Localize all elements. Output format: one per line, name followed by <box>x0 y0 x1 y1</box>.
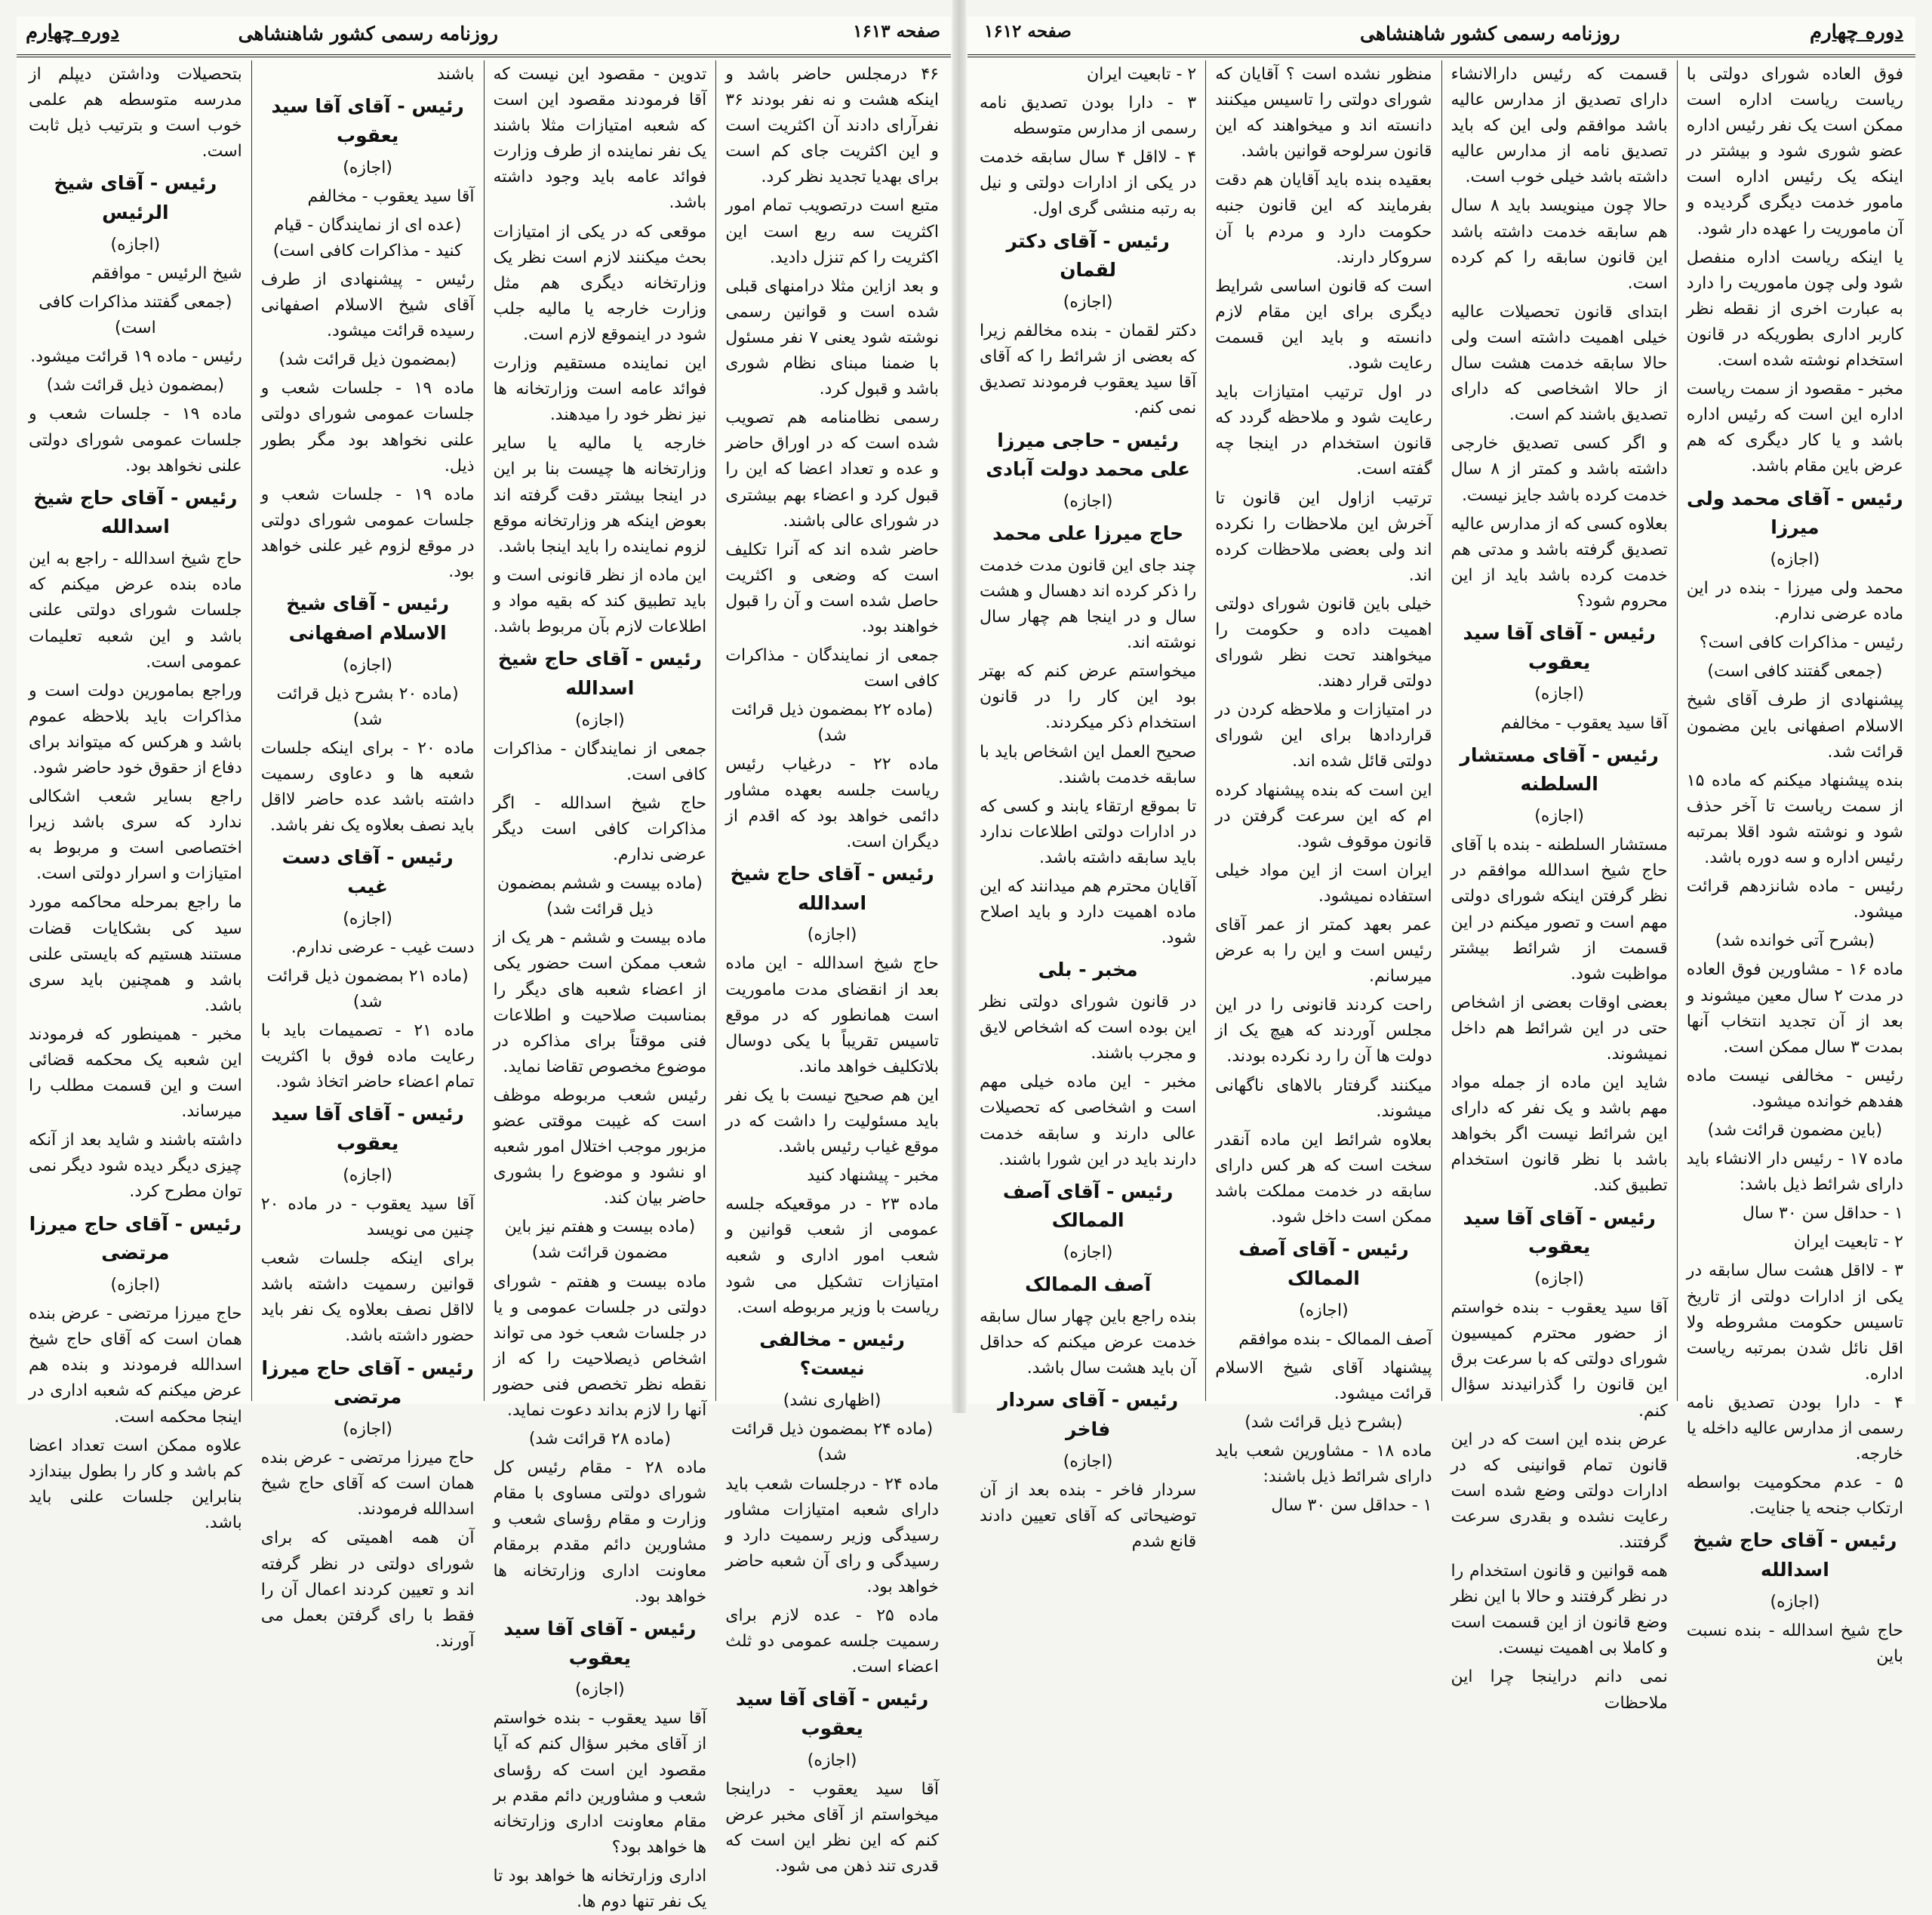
newspaper-title: روزنامه رسمی کشور شاهنشاهی <box>238 23 498 45</box>
paragraph: بعلاوه کسی که از مدارس عالیه تصدیق گرفته باشد و مدتی هم خدمت کرده باشد باید از این محروم شود؟ <box>1451 514 1668 611</box>
paragraph: (بمضمون ذیل قرائت شد) <box>46 376 225 396</box>
paragraph: ماده بیست و هفتم - شورای دولتی در جلسات عمومی و یا در جلسات شعب خود می تواند اشخاص ذیصلاحیت را که از نقطه نظر تخصص فنی حضور آنها را لازم بداند دعوت نماید. <box>493 1272 707 1420</box>
edition-label: دوره چهارم <box>26 21 119 44</box>
paragraph: است که قانون اساسی شرایط دیگری برای این مقام لازم دانسته و باید این قسمت رعایت شود. <box>1215 276 1432 374</box>
paragraph: آقا سید یعقوب - مخالفم <box>307 186 475 206</box>
paragraph: ماده ۱۶ - مشاورین فوق العاده در مدت ۲ سال معین میشوند و بعد از آن تجدید انتخاب آنها بمدت ۳ سال ممکن است. <box>1686 960 1904 1057</box>
paragraph: عمر بعهد کمتر از عمر آقای رئیس است و این را به عرض میرسانم. <box>1215 916 1432 987</box>
paragraph: ۲ - تابعیت ایران <box>1793 1233 1903 1252</box>
paragraph: (ماده بیست و هفتم نیز باین مضمون قرائت شد) <box>504 1218 696 1263</box>
paragraph: عرض بنده این است که در این قانون تمام قوانینی که در ادارات دولتی وضع شده است رعایت نشده و بقدری سرعت گرفتند. <box>1451 1430 1668 1552</box>
paragraph: داشته باشند و شاید بعد از آنکه چیزی دیگر دیده شود دیگر نمی توان مطرح کرد. <box>29 1131 242 1202</box>
speaker-line: رئیس - آقای دست غیب <box>281 846 454 897</box>
speaker-line: رئیس - آقای حاج میرزا مرتضی <box>29 1212 242 1264</box>
paragraph: میخواستم عرض کنم که بهتر بود این کار را در قانون استخدام ذکر میکردند. <box>980 662 1197 733</box>
paragraph: محمد ولی میرزا - بنده در این ماده عرضی ندارم. <box>1686 579 1903 624</box>
paragraph: شاید این ماده از جمله مواد مهم باشد و یک نفر که دارای این شرائط نیست اگر بخواهد باشد با نظر قانون استخدام تطبیق کند. <box>1451 1073 1668 1196</box>
speaker-line: مخبر - بلی <box>1038 959 1138 981</box>
paragraph: راحت کردند قانونی را در این مجلس آوردند که هیچ یک از دولت ها آن را رد نکرده بودند. <box>1215 996 1432 1067</box>
paragraph: مخبر - پیشنهاد کنید <box>807 1166 939 1186</box>
paragraph: رئیس شعب مربوطه موظف است که غیبت موقتی عضو مزبور موجب اختلال امور شعبه او نشود و موضوع را بشوری حاضر بیان کند. <box>493 1085 707 1208</box>
paragraph: (اجازه) <box>343 655 392 675</box>
paragraph: (اجازه) <box>1063 1243 1113 1263</box>
paragraph: (اجازه) <box>1063 1452 1113 1471</box>
paragraph: رئیس - پیشنهادی از طرف آقای شیخ الاسلام اصفهانی رسیده قرائت میشود. <box>260 269 475 341</box>
paragraph: موقعی که در یکی از امتیازات بحث میکنند لازم است نظر یک وزارتخانه دیگری هم مثل وزارت خارجه یا مالیه جلب شود در اینموقع لازم است. <box>493 222 707 344</box>
paragraph: (اجازه) <box>807 925 857 945</box>
speaker-line: رئیس - آقای مستشار السلطنه <box>1460 744 1659 796</box>
paragraph: ماده ۱۹ - جلسات شعب و جلسات عمومی شورای دولتی علنی نخواهد بود مگر بطور ذیل. <box>260 379 475 476</box>
paragraph: (اجازه) <box>343 158 392 177</box>
paragraph: بتحصیلات وداشتن دیپلم از مدرسه متوسطه هم علمی خوب است و بترتیب ذیل ثابت است. <box>29 65 242 162</box>
paragraph: متبع است درتصویب تمام امور اکثریت سه ربع است این اکثریت را کم تنزل دادید. <box>725 196 939 267</box>
paragraph: ۳ - دارا بودن تصدیق نامه رسمی از مدارس متوسطه <box>980 94 1197 139</box>
paragraph: این نماینده مستقیم وزارت فوائد عامه است وزارتخانه ها نیز نظر خود را میدهند. <box>493 354 707 425</box>
paragraph: (اجازه) <box>575 710 625 730</box>
speaker-line: رئیس - آقای آقا سید یعقوب <box>503 1617 697 1669</box>
paragraph: رئیس - ماده شانزدهم قرائت میشود. <box>1686 877 1903 922</box>
paragraph: این است که بنده پیشنهاد کرده ام که این سرعت گرفتن در قانون موقوف شود. <box>1215 780 1432 851</box>
paragraph: (اجازه) <box>343 1420 392 1439</box>
paragraph: ۵ - عدم محکومیت بواسطه ارتکاب جنحه یا جنایت. <box>1686 1473 1903 1519</box>
paragraph: ۴ - دارا بودن تصدیق نامه رسمی از مدارس عالیه داخله یا خارجه. <box>1686 1393 1903 1464</box>
paragraph: مستشار السلطنه - بنده با آقای حاج شیخ اسدالله موافقم در نظر گرفتن اینکه شورای دولتی مهم است و تصور میکنم در این قسمت از شرائط بیشتر مواظبت شود. <box>1451 836 1668 984</box>
paragraph: وراجع بمامورین دولت است و مذاکرات باید بلاحظه عموم باشد و هرکس که میتواند برای دفاع از حقوق خود حاضر شود. <box>29 681 242 777</box>
paragraph: جمعی از نمایندگان - مذاکرات کافی است <box>725 646 939 691</box>
paragraph: شیخ الرئیس - موافقم <box>91 263 242 283</box>
paragraph: چند جای این قانون مدت خدمت را ذکر کرده اند دهسال و هشت سال و در اینجا هم چهار سال نوشته اند. <box>980 556 1197 653</box>
paragraph: حاج شیخ اسدالله - بنده نسبت باین <box>1686 1621 1903 1667</box>
speaker-line: رئیس - آقای آقا سید یعقوب <box>735 1688 929 1739</box>
paragraph: ۱ - حداقل سن ۳۰ سال <box>1742 1204 1903 1224</box>
paragraph: حاضر شده اند که آنرا تکلیف است که وضعی و اکثریت حاصل شده است و آن را قبول خواهند بود. <box>725 540 939 636</box>
paragraph: آقا سید یعقوب - مخالفم <box>1500 713 1668 733</box>
page-header-left <box>17 17 951 57</box>
paragraph: خارجه یا مالیه یا سایر وزارتخانه ها چیست بنا بر این در اینجا بیشتر دقت گرفته اند بعوض اینکه هر وزارتخانه موقع لزوم نماینده را باید اینجا باشد. <box>493 434 707 556</box>
speaker-line: رئیس - آقای آقا سید یعقوب <box>1463 621 1656 673</box>
speaker-line: رئیس - آقای شیخ الاسلام اصفهانی <box>286 593 450 644</box>
paragraph: پیشنهادی از طرف آقای شیخ الاسلام اصفهانی باین مضمون قرائت شد. <box>1686 691 1903 762</box>
paragraph: ۱ - حداقل سن ۳۰ سال <box>1271 1496 1432 1516</box>
paragraph: (اظهاری نشد) <box>783 1391 881 1411</box>
paragraph: بعقیده بنده باید آقایان هم دقت بفرمایند که این قانون جنبه حکومت دارد و مردم با آن سروکار دارند. <box>1215 171 1432 267</box>
paragraph: حاج میرزا مرتضی - عرض بنده همان است که آقای حاج شیخ اسدالله فرمودند. <box>260 1449 475 1519</box>
paragraph: (ماده ۲۸ قرائت شد) <box>528 1430 671 1449</box>
paragraph: آقا سید یعقوب - بنده خواستم از حضور محترم کمیسیون شورای دولتی که با سرعت برق این قانون را گذرانیدند سؤال کنم. <box>1451 1298 1668 1421</box>
paragraph: ماده ۱۹ - جلسات شعب و جلسات عمومی شورای دولتی علنی نخواهد بود. <box>29 405 242 476</box>
page-number: صفحه ۱۶۱۲ <box>984 21 1072 42</box>
paragraph: ۴۶ درمجلس حاضر باشد و اینکه هشت و نه نفر بودند ۳۶ نفرآرای دادند آن اکثریت است و این اکثریت جای کم است برای بهدیا تجدید نظر کرد. <box>725 65 939 187</box>
paragraph: ماده ۲۱ - تصمیمات باید با رعایت ماده فوق با اکثریت تمام اعضاء حاضر اتخاذ شود. <box>260 1021 475 1092</box>
speaker-line: رئیس - حاجی میرزا علی محمد دولت آبادی <box>986 429 1190 481</box>
paragraph: ماده ۱۹ - جلسات شعب و جلسات عمومی شورای دولتی در موقع لزوم غیر علنی خواهد بود. <box>260 485 475 581</box>
paragraph: (باین مضمون قرائت شد) <box>1707 1120 1883 1140</box>
columns-left <box>20 60 948 1911</box>
paragraph: ماده ۲۴ - درجلسات شعب باید دارای شعبه امتیازات مشاور رسیدگی وزیر رسمیت دارد و رسیدگی و رای آن شعبه حاضر خواهد بود. <box>725 1474 939 1596</box>
paragraph: (ماده ۲۴ بمضمون ذیل قرائت شد) <box>731 1420 934 1465</box>
page-header-right <box>968 17 1915 57</box>
paragraph: بنده پیشنهاد میکنم که ماده ۱۵ از سمت ریاست تا آخر حذف شود و نوشته شود اقلا بمرتبه رئیس اداره و سه دوره باشد. <box>1686 771 1903 868</box>
paragraph: (اجازه) <box>110 1276 161 1295</box>
paragraph: همه قوانین و قانون استخدام را در نظر گرفتند و حالا با این نظر وضع قانون از این قسمت است و کاملا بی اهمیت نیست. <box>1451 1562 1668 1658</box>
paragraph: در قانون شورای دولتی نظر این بوده است که اشخاص لایق و مجرب باشند. <box>980 993 1197 1064</box>
paragraph: آصف الممالک - بنده موافقم <box>1238 1329 1432 1349</box>
speaker-line: رئیس - آقای دکتر لقمان <box>1006 229 1170 282</box>
paragraph: حاج شیخ اسدالله - این ماده بعد از انقضای مدت ماموریت است همانطور که در موقع تاسیس تقریباً با یکی دوسال بلاتکلیف خواهد ماند. <box>725 954 939 1076</box>
paragraph: ابتدای قانون تحصیلات عالیه خیلی اهمیت داشته است ولی حالا سابقه خدمت هشت سال از حالا اشخاصی که دارای تصدیق باشند کم است. <box>1451 302 1668 425</box>
speaker-line: رئیس - آقای حاج میرزا مرتضی <box>261 1356 474 1409</box>
paragraph: این هم صحیح نیست با یک نفر باید مسئولیت را داشت که در موقع غیاب رئیس باشد. <box>725 1085 939 1157</box>
paragraph: ایران است از این مواد خیلی استفاده نمیشود. <box>1215 861 1432 906</box>
paragraph: مخبر - همینطور که فرمودند این شعبه یک محکمه قضائی است و این قسمت مطلب را میرساند. <box>29 1024 242 1122</box>
paragraph: ماده ۲۳ - در موقعیکه جلسه عمومی از شعب قوانین و شعب امور اداری و شعبه امتیازات تشکیل می شود ریاست با وزیر مربوطه است. <box>725 1195 940 1317</box>
paragraph: دست غیب - عرضی ندارم. <box>291 937 475 957</box>
paragraph: ماده ۲۰ - برای اینکه جلسات شعبه ها و دعاوی رسمیت داشته باشد عده حاضر لااقل باید نصف بعلاوه یک نفر باشد. <box>260 738 475 836</box>
paragraph: منظور نشده است ؟ آقایان که شورای دولتی را تاسیس میکنند دانسته اند و میخواهند که این قانون سرلوحه قوانین باشد. <box>1215 65 1432 162</box>
paragraph: دکتر لقمان - بنده مخالفم زیرا که بعضی از شرائط را که آقای آقا سید یعقوب فرمودند تصدیق نمی کنم. <box>980 322 1197 418</box>
paragraph: حاج شیخ اسدالله - اگر مذاکرات کافی است دیگر عرضی ندارم. <box>493 793 707 865</box>
text-column <box>484 60 716 1911</box>
paragraph: (جمعی گفتند کافی است) <box>1707 662 1883 682</box>
paragraph: آقا سید یعقوب - دراینجا میخواستم از آقای مخبر عرض کنم که این نظر این است که قدری تند ذهن می شود. <box>725 1779 939 1877</box>
paragraph: میکنند گرفتار بالاهای ناگهانی میشوند. <box>1215 1076 1432 1121</box>
paragraph: ماده ۱۸ - مشاورین شعب باید دارای شرائط ذیل باشند: <box>1215 1442 1432 1487</box>
paragraph: یا اینکه ریاست اداره منفصل شود ولی چون ماموریت را دارد به عبارت اخری از نقطه نظر کاربر اداری بطوریکه در قانون استخدام نوشته شده است. <box>1686 248 1903 371</box>
paragraph: (ماده بیست و ششم بمضمون ذیل قرائت شد) <box>497 874 703 919</box>
text-column <box>1205 60 1441 1516</box>
paragraph: اداری وزارتخانه ها خواهد بود تا یک نفر تنها دوم ها. <box>493 1866 707 1911</box>
paragraph: قسمت که رئیس دارالانشاء دارای تصدیق از مدارس عالیه باشد موافقم ولی این که باید تصدیق نامه از مدارس عالیه داشته باشد خیلی خوب است. <box>1451 65 1668 187</box>
text-column <box>1441 60 1677 1713</box>
edition-label: دوره چهارم <box>1810 21 1903 44</box>
paragraph: (بشرح ذیل قرائت شد) <box>1244 1413 1403 1432</box>
speaker-line: رئیس - آقای حاج شیخ اسدالله <box>730 862 934 914</box>
text-column <box>1677 60 1912 1667</box>
paragraph: سردار فاخر - بنده بعد از آن توضیحاتی که آقای تعیین دادند قانع شدم <box>980 1480 1197 1552</box>
paragraph: ماده ۲۵ - عده لازم برای رسمیت جلسه عمومی دو ثلث اعضاء است. <box>725 1606 939 1677</box>
paragraph: برای اینکه جلسات شعب قوانین رسمیت داشته باشد لااقل نصف بعلاوه یک نفر باید حضور داشته باشد. <box>260 1249 475 1346</box>
paragraph: (اجازه) <box>1299 1301 1349 1320</box>
speaker-line: رئیس - آقای آصف الممالک <box>1002 1180 1174 1232</box>
paragraph: (اجازه) <box>343 909 392 928</box>
paragraph: مخبر - مقصود از سمت ریاست اداره این است که رئیس اداره باشد و یا کار دیگری که هم عرض باین مقام باشد. <box>1686 380 1903 476</box>
paragraph: (اجازه) <box>575 1680 625 1700</box>
paragraph: آقا سید یعقوب - بنده خواستم از آقای مخبر سؤال کنم که آیا مقصود این است که رؤسای شعب و مشاورین دائم مقدم بر مقام معاونت اداری وزارتخانه ها خواهد بود؟ <box>493 1709 707 1857</box>
paragraph: آقا سید یعقوب - در ماده ۲۰ چنین می نویسد <box>260 1195 475 1240</box>
paragraph: آن همه اهمیتی که برای شورای دولتی در نظر گرفته اند و تعیین کردند اعمال آن را فقط با رای گرفتن بعمل می آورند. <box>260 1529 475 1651</box>
paragraph: رسمی نظامنامه هم تصویب شده است که در اوراق حاضر و عده و تعداد اعضا که این را قبول کرد و اعضاء بهم بیشتری در شورای عالی باشند. <box>725 408 939 531</box>
paragraph: (ماده ۲۱ بمضمون ذیل قرائت شد) <box>266 966 469 1012</box>
page-left <box>17 17 951 1911</box>
paragraph: (اجازه) <box>1534 685 1584 704</box>
paragraph: رئیس - مذاکرات کافی است؟ <box>1699 633 1903 653</box>
paragraph: (اجازه) <box>110 235 161 254</box>
speaker-line: رئیس - آقای شیخ الرئیس <box>54 172 217 224</box>
paragraph: (ماده ۲۰ بشرح ذیل قرائت شد) <box>276 684 459 729</box>
speaker-line: آصف الممالک <box>1025 1273 1152 1296</box>
speaker-line: رئیس - آقای حاج شیخ اسدالله <box>33 486 238 538</box>
paragraph: ما راجع بمرحله محاکمه مورد سید کی بشکایات قضات مستند هستیم که بایستی علنی باشد و همچنین باید سری باشد. <box>29 893 242 1015</box>
paragraph: (بشرح آتی خوانده شد) <box>1715 931 1875 951</box>
paragraph: (ماده ۲۲ بمضمون ذیل قرائت شد) <box>731 700 934 746</box>
page-number: صفحه ۱۶۱۳ <box>853 21 940 42</box>
text-column <box>715 60 948 1877</box>
paragraph: (اجازه) <box>1534 1270 1584 1289</box>
paragraph: رئیس - ماده ۱۹ قرائت میشود. <box>30 347 242 367</box>
paragraph: (اجازه) <box>343 1165 392 1185</box>
speaker-line: رئیس - آقای سردار فاخر <box>998 1389 1179 1441</box>
speaker-line: رئیس - آقای آصف الممالک <box>1238 1238 1409 1289</box>
paragraph: (اجازه) <box>807 1750 857 1770</box>
paragraph: (عده ای از نمایندگان - قیام کنید - مذاکرات کافی است) <box>272 215 463 260</box>
paragraph: این ماده از نظر قانونی است و باید تطبیق کند که بقیه مواد و اطلاعات لازم بآن مربوط باشد. <box>493 565 707 636</box>
paragraph: و بعد ازاین مثلا درامنهای قبلی شده است و قوانین رسمی نوشته شود یعنی ۷ نفر مسئول با ضمنا مبنای نظام شوری باشد و قبول کرد. <box>725 276 939 399</box>
paragraph: ۲ - تابعیت ایران <box>1087 65 1197 84</box>
paragraph: تا بموقع ارتقاء یابند و کسی که در ادارات دولتی اطلاعات ندارد باید سابقه داشته باشد. <box>980 796 1197 867</box>
paragraph: (اجازه) <box>1534 807 1584 827</box>
paragraph: حاج شیخ اسدالله - راجع به این ماده بنده عرض میکنم که جلسات شورای دولتی علنی باشد و این شعبه تعلیمات عمومی است. <box>29 550 242 672</box>
paragraph: ۳ - لااقل هشت سال سابقه در یکی از ادارات دولتی از تاریخ تاسیس حکومت مشروطه ولا اقل نائل شدن بمرتبه ریاست اداره. <box>1686 1261 1903 1384</box>
paragraph: جمعی از نمایندگان - مذاکرات کافی است. <box>493 739 707 784</box>
text-column <box>20 60 251 1532</box>
paragraph: بنده راجع باین چهار سال سابقه خدمت عرض میکنم که حداقل آن باید هشت سال باشد. <box>980 1307 1197 1378</box>
paragraph: آقایان محترم هم میدانند که این ماده اهمیت دارد و باید اصلاح شود. <box>980 877 1197 948</box>
paragraph: در امتیازات و ملاحظه کردن در قراردادها برای این شورای دولتی قائل شده اند. <box>1215 700 1432 771</box>
paragraph: ماده ۱۷ - رئیس دار الانشاء باید دارای شرائط ذیل باشد: <box>1686 1150 1903 1195</box>
page-gutter <box>952 0 966 1413</box>
paragraph: بعضی اوقات بعضی از اشخاص حتی در این شرائط هم داخل نمیشوند. <box>1451 993 1668 1064</box>
paragraph: راجع بسایر شعب اشکالی ندارد که سری باشد زیرا اختصاصی است و مربوط به امتیازات و اسرار دولتی است. <box>29 787 242 884</box>
paragraph: باشند <box>437 65 475 84</box>
speaker-line: رئیس - آقای حاج شیخ اسدالله <box>1693 1529 1897 1581</box>
paragraph: خیلی باین قانون شورای دولتی اهمیت داده و حکومت را میخواهند تحت نظر شورای دولتی قرار دهند. <box>1215 594 1432 691</box>
paragraph: (اجازه) <box>1770 1592 1820 1612</box>
paragraph: فوق العاده شورای دولتی با ریاست ریاست اداره است ممکن است یک نفر رئیس اداره عضو شوری شود و بیشتر در اینکه یک رئیس اداره است مامور خدمت دیگری گردیده و آن ماموریت را عهده دار شود. <box>1686 65 1903 239</box>
paragraph: (جمعی گفتند مذاکرات کافی است) <box>38 293 232 338</box>
paragraph: بعلاوه شرائط این ماده آنقدر سخت است که هر کس دارای سابقه در خدمت مملکت باشد ممکن است داخل شود. <box>1215 1130 1432 1227</box>
paragraph: صحیح العمل این اشخاص باید با سابقه خدمت باشند. <box>980 742 1197 787</box>
paragraph: در اول ترتیب امتیازات باید رعایت شود و ملاحظه گردد که قانون استخدام در اینجا چه گفته است. <box>1215 383 1432 479</box>
paragraph: (اجازه) <box>1063 293 1113 312</box>
paragraph: نمی دانم دراینجا چرا این ملاحظات <box>1451 1667 1668 1713</box>
speaker-line: رئیس - آقای محمد ولی میرزا <box>1687 487 1903 539</box>
paragraph: (بمضمون ذیل قرائت شد) <box>278 350 457 370</box>
paragraph: ماده ۲۸ - مقام رئیس کل شورای دولتی مساوی با مقام وزارت و مقام رؤسای شعب و مشاورین دائم مقدم برمقام معاونت اداری وزارتخانه ها خواهد بود. <box>493 1458 707 1606</box>
paragraph: ماده بیست و ششم - هر یک از شعب ممکن است حضور یکی از اعضاء شعبه های دیگر را بمناسبت صلاحیت و اطلاعات فنی موقتاً برای مذاکره در موضوع مخصوص تقاضا نماید. <box>493 928 707 1076</box>
paragraph: مخبر - این ماده خیلی مهم است و اشخاصی که تحصیلات عالی دارند و سابقه خدمت دارند باید در این شورا باشند. <box>980 1073 1197 1169</box>
paragraph: حالا چون مینویسد باید ۸ سال هم سابقه خدمت داشته باشد این قانون سابقه را کم کرده است. <box>1451 196 1668 293</box>
speaker-line: رئیس - آقای آقا سید یعقوب <box>271 95 464 146</box>
speaker-line: رئیس - مخالفی نیست؟ <box>759 1328 905 1380</box>
speaker-line: رئیس - آقای آقا سید یعقوب <box>1463 1206 1656 1258</box>
paragraph: و اگر کسی تصدیق خارجی داشته باشد و کمتر از ۸ سال خدمت کرده باشد جایز نیست. <box>1451 434 1668 505</box>
paragraph: ۴ - لااقل ۴ سال سابقه خدمت در یکی از ادارات دولتی و نیل به رتبه منشی گری اول. <box>980 148 1197 219</box>
newspaper-title: روزنامه رسمی کشور شاهنشاهی <box>1360 23 1620 45</box>
speaker-line: رئیس - آقای آقا سید یعقوب <box>271 1103 464 1155</box>
text-column <box>971 60 1205 1552</box>
paragraph: ماده ۲۲ - درغیاب رئیس ریاست جلسه بعهده مشاور دائمی خواهد بود که اقدم از دیگران است. <box>725 755 939 851</box>
speaker-line: حاج میرزا علی محمد <box>992 522 1184 545</box>
paragraph: رئیس - مخالفی نیست ماده هفدهم خوانده میشود. <box>1686 1066 1903 1111</box>
paragraph: (اجازه) <box>1770 550 1820 569</box>
page-right <box>968 17 1915 1713</box>
paragraph: تدوین - مقصود این نیست که آقا فرمودند مقصود این است که شعبه امتیازات مثلا باشند یک نفر نماینده از طرف وزارت فوائد عامه باید وجود داشته باشد. <box>493 65 707 213</box>
paragraph: (اجازه) <box>1063 492 1113 512</box>
text-column <box>251 60 484 1651</box>
paragraph: ترتیب ازاول این قانون تا آخرش این ملاحظات را نکرده اند ولی بعضی ملاحظات کرده اند. <box>1215 488 1432 585</box>
paragraph: پیشنهاد آقای شیخ الاسلام قرائت میشود. <box>1215 1358 1432 1403</box>
paragraph: حاج میرزا مرتضی - عرض بنده همان است که آقای حاج شیخ اسدالله فرمودند و بنده هم عرض میکنم که شعبه اداری در اینجا محکمه است. <box>29 1304 242 1427</box>
paragraph: علاوه ممکن است تعداد اعضا کم باشد و کار را بطول بیندازد بنابراین جلسات علنی باید باشد. <box>29 1436 242 1532</box>
columns-right <box>971 60 1912 1713</box>
speaker-line: رئیس - آقای حاج شیخ اسدالله <box>497 648 702 699</box>
